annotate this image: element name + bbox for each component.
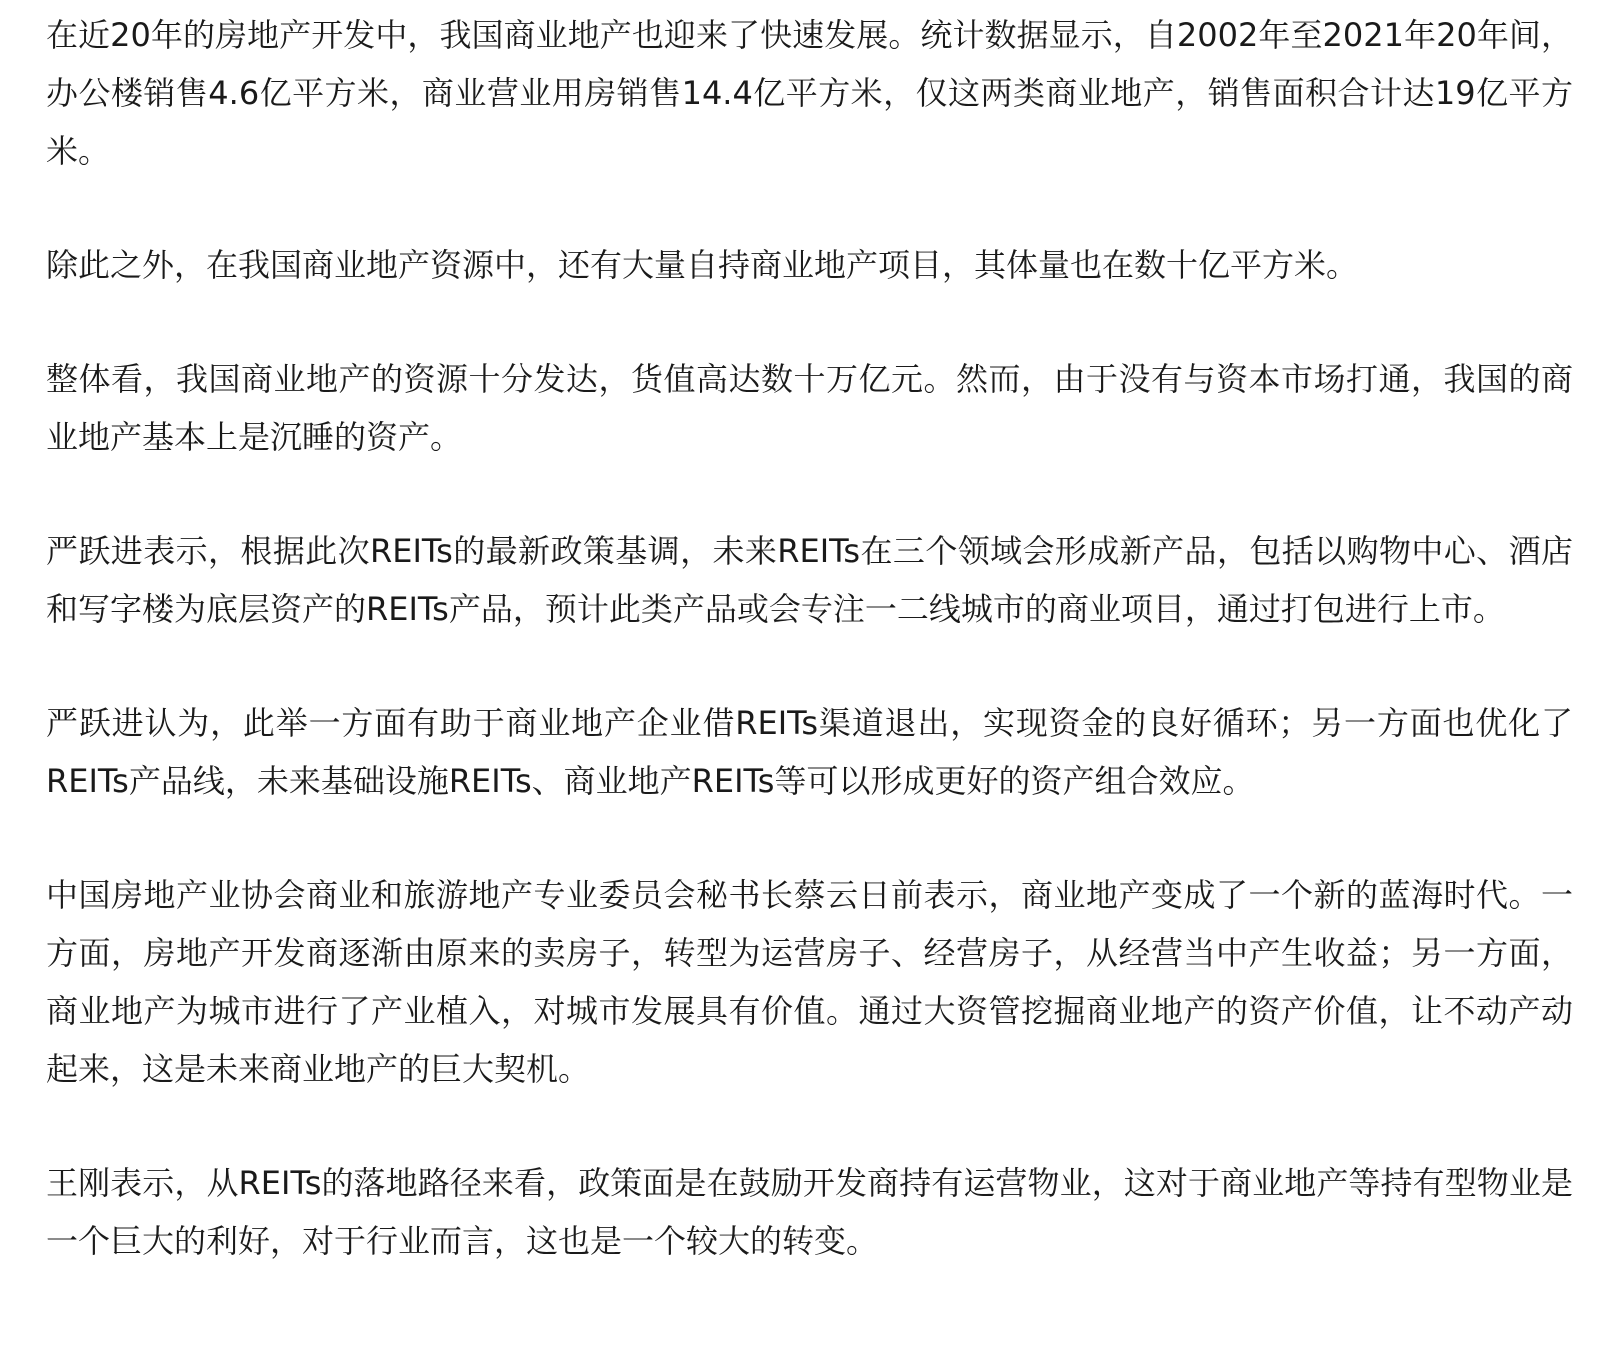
paragraph: 在近20年的房地产开发中，我国商业地产也迎来了快速发展。统计数据显示，自2002年至2021年20年间，办公楼销售4.6亿平方米，商业营业用房销售14.4亿平方米，仅这两类商业地产，销售面积合计达19亿平方米。 — [46, 16, 1573, 170]
paragraph: 中国房地产业协会商业和旅游地产专业委员会秘书长蔡云日前表示，商业地产变成了一个新的蓝海时代。一方面，房地产开发商逐渐由原来的卖房子，转型为运营房子、经营房子，从经营当中产生收益；另一方面，商业地产为城市进行了产业植入，对城市发展具有价值。通过大资管挖掘商业地产的资产价值，让不动产动起来，这是未来商业地产的巨大契机。 — [46, 876, 1573, 1088]
paragraph: 严跃进认为，此举一方面有助于商业地产企业借REITs渠道退出，实现资金的良好循环；另一方面也优化了REITs产品线，未来基础设施REITs、商业地产REITs等可以形成更好的资产组合效应。 — [46, 704, 1573, 800]
paragraph: 严跃进表示，根据此次REITs的最新政策基调，未来REITs在三个领域会形成新产品，包括以购物中心、酒店和写字楼为底层资产的REITs产品，预计此类产品或会专注一二线城市的商业项目，通过打包进行上市。 — [46, 532, 1573, 628]
paragraph: 除此之外，在我国商业地产资源中，还有大量自持商业地产项目，其体量也在数十亿平方米。 — [46, 246, 1359, 284]
paragraph: 王刚表示，从REITs的落地路径来看，政策面是在鼓励开发商持有运营物业，这对于商业地产等持有型物业是一个巨大的利好，对于行业而言，这也是一个较大的转变。 — [46, 1164, 1573, 1260]
paragraph: 整体看，我国商业地产的资源十分发达，货值高达数十万亿元。然而，由于没有与资本市场打通，我国的商业地产基本上是沉睡的资产。 — [46, 360, 1573, 456]
